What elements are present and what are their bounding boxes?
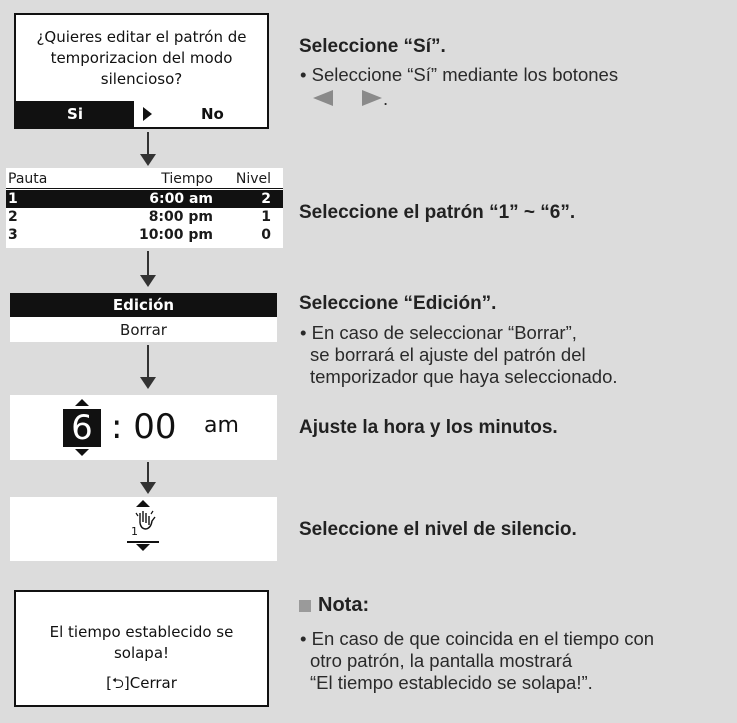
step3-line-2: se borrará el ajuste del patrón del xyxy=(310,344,586,365)
step3-heading: Seleccione “Edición”. xyxy=(299,293,497,314)
edit-menu xyxy=(10,293,277,342)
flow-arrow-down-icon xyxy=(140,132,156,166)
note-line-3: “El tiempo establecido se solapa!”. xyxy=(310,672,593,693)
step3-line-1: • En caso de seleccionar “Borrar”, xyxy=(300,322,577,343)
level-up-icon[interactable] xyxy=(136,500,150,507)
flow-arrow-down-icon xyxy=(140,251,156,287)
note-heading: Nota: xyxy=(318,594,370,616)
no-option[interactable]: No xyxy=(201,105,224,123)
step1-tail: . xyxy=(383,88,389,109)
note-square-icon xyxy=(299,600,311,612)
step1-heading: Seleccione “Sí”. xyxy=(299,36,446,57)
selection-pointer-icon xyxy=(143,107,152,121)
menu-item-delete[interactable]: Borrar xyxy=(120,321,167,339)
level-number: 1 xyxy=(131,525,138,538)
step2-heading: Seleccione el patrón “1” ~ “6”. xyxy=(299,202,576,223)
menu-item-edit[interactable]: Edición xyxy=(10,293,277,317)
table-header-row: Pauta Tiempo Nivel xyxy=(6,170,283,189)
right-arrow-button-icon xyxy=(362,90,382,106)
step3-line-3: temporizador que haya seleccionado. xyxy=(310,366,618,387)
pattern-table xyxy=(6,168,283,248)
close-button[interactable]: [⮌]Cerrar xyxy=(106,674,177,692)
silence-level-screen xyxy=(10,497,277,561)
hour-up-icon[interactable] xyxy=(75,399,89,406)
hour-value[interactable]: 6 xyxy=(63,409,101,447)
table-row[interactable]: 3 10:00 pm 0 xyxy=(8,227,271,243)
flow-arrow-down-icon xyxy=(140,345,156,390)
left-arrow-button-icon xyxy=(313,90,333,106)
warning-message: El tiempo establecido se solapa! xyxy=(49,623,234,662)
hour-down-icon[interactable] xyxy=(75,449,89,456)
yes-option[interactable]: Si xyxy=(16,101,134,127)
time-setting-screen xyxy=(10,395,277,460)
level-down-icon[interactable] xyxy=(136,544,150,551)
step5-heading: Seleccione el nivel de silencio. xyxy=(299,519,577,540)
note-line-2: otro patrón, la pantalla mostrará xyxy=(310,650,573,671)
step1-bullet: • Seleccione “Sí” mediante los botones xyxy=(300,64,619,85)
edit-pattern-dialog xyxy=(14,13,269,129)
flow-arrow-down-icon xyxy=(140,462,156,494)
level-baseline xyxy=(127,541,159,543)
dialog-question: ¿Quieres editar el patrón de temporizacion del modo silencioso? xyxy=(36,28,247,88)
table-row[interactable]: 1 6:00 am 2 xyxy=(6,190,283,208)
overlap-warning-dialog xyxy=(14,590,269,707)
am-pm-label: am xyxy=(204,413,239,438)
minutes-value: : 00 xyxy=(111,407,177,447)
table-row[interactable]: 2 8:00 pm 1 xyxy=(8,209,271,225)
note-line-1: • En caso de que coincida en el tiempo con xyxy=(300,628,655,649)
step4-heading: Ajuste la hora y los minutos. xyxy=(299,417,558,438)
